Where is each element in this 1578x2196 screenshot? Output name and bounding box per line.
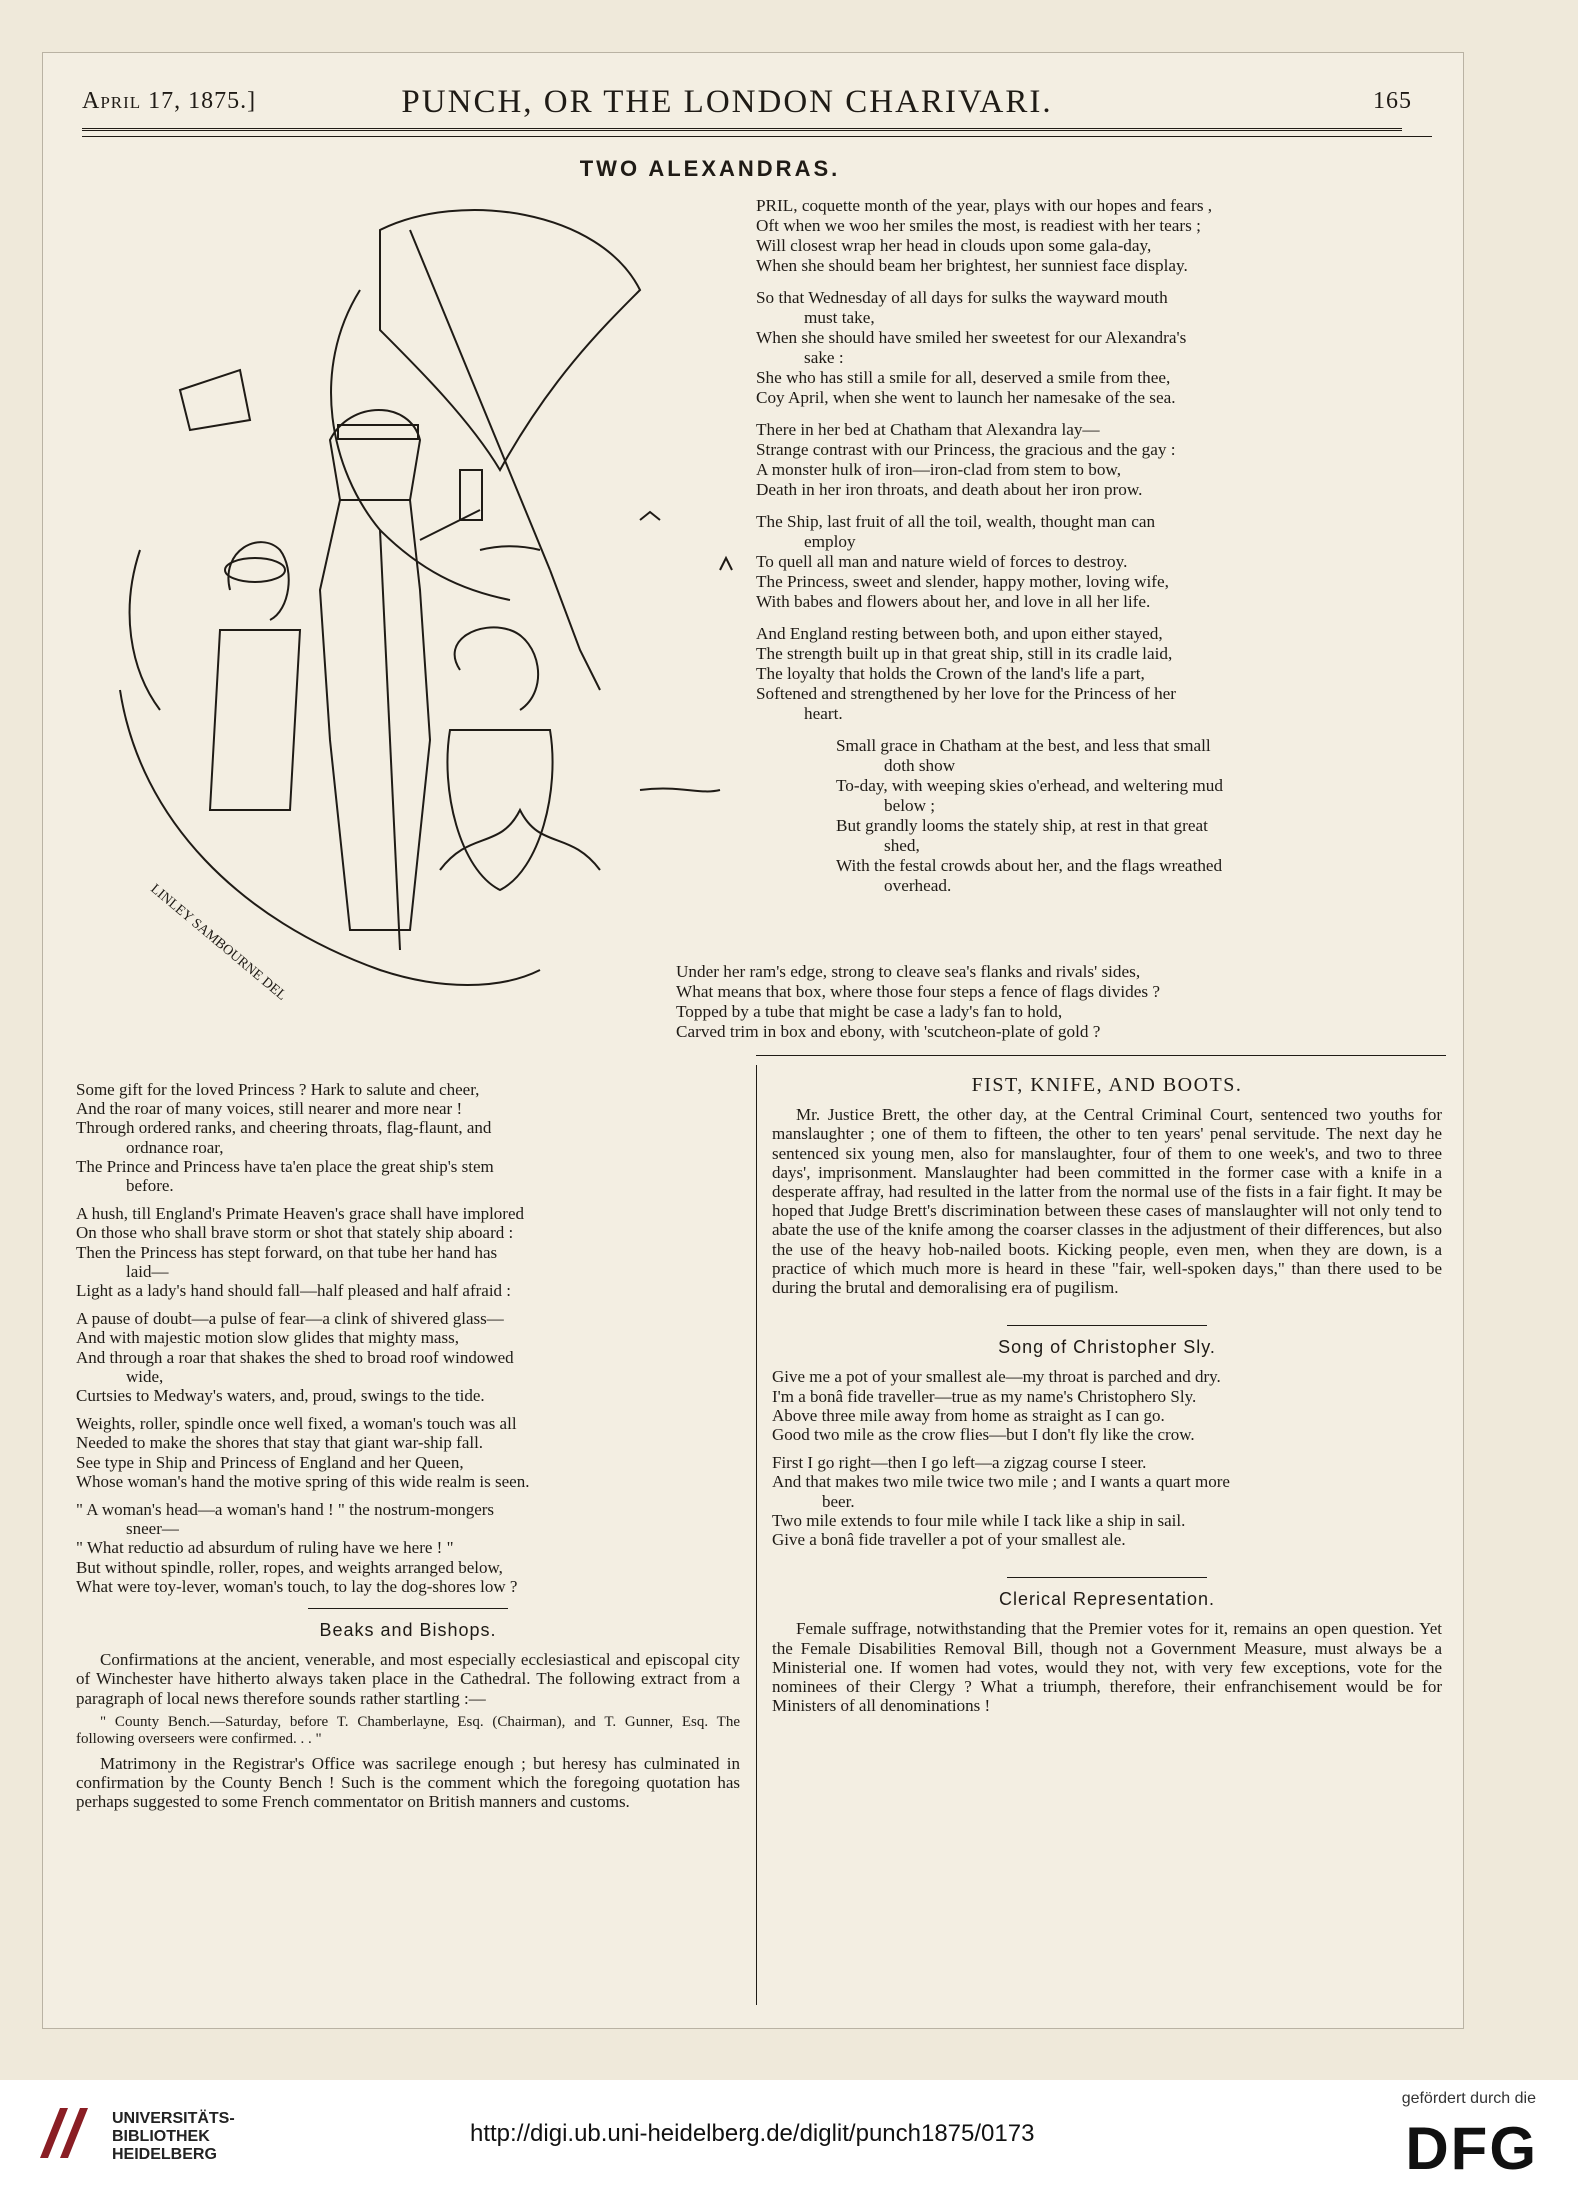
verse-line: So that Wednesday of all days for sulks the wayward mouth — [756, 288, 1168, 307]
verse-line: When she should have smiled her sweetest for our Alexandra's — [756, 328, 1187, 347]
verse-stanza — [756, 512, 1436, 612]
verse-line: But grandly looms the stately ship, at rest in that great — [836, 816, 1208, 835]
verse-line: To-day, with weeping skies o'erhead, and weltering mud — [836, 776, 1223, 795]
article-title-beaks-and-bishops: Beaks and Bishops. — [319, 1620, 497, 1641]
verse-line: The Princess, sweet and slender, happy mother, loving wife, — [756, 572, 1169, 591]
two-alexandras-verse-right — [756, 196, 1436, 908]
verse-stanza — [76, 1414, 740, 1491]
header-rule-thin — [82, 136, 1432, 137]
beaks-paragraph-2: Matrimony in the Registrar's Office was sacrilege enough ; but heresy has culminated in confirmation by the County Bench ! Such is the comment which the foregoing quotation has perhaps suggested to some French commentator on British manners and customs. — [76, 1753, 740, 1812]
song-line: I'm a bonâ fide traveller—true as my name's Christophero Sly. — [772, 1386, 1197, 1406]
verse-line: The Ship, last fruit of all the toil, wealth, thought man can — [756, 512, 1156, 531]
song-line: Give me a pot of your smallest ale—my throat is parched and dry. — [772, 1367, 1221, 1387]
illustration-signature: LINLEY SAMBOURNE DEL — [147, 881, 289, 1004]
verse-line: The strength built up in that great ship, still in its cradle laid, — [756, 644, 1173, 663]
library-name-line: UNIVERSITÄTS- — [112, 2110, 235, 2127]
page-number: 165 — [1373, 88, 1412, 114]
right-column — [772, 1068, 1442, 1715]
verse-line: overhead. — [884, 876, 952, 895]
verse-stanza — [756, 624, 1436, 724]
verse-line: Whose woman's hand the motive spring of this wide realm is seen. — [76, 1471, 530, 1491]
verse-line: Light as a lady's hand should fall—half pleased and half afraid : — [76, 1281, 512, 1301]
verse-line: employ — [804, 532, 856, 551]
section-rule — [756, 1055, 1446, 1056]
song-line: First I go right—then I go left—a zigzag course I steer. — [772, 1453, 1147, 1473]
verse-line: Oft when we woo her smiles the most, is readiest with her tears ; — [756, 216, 1201, 235]
section-divider — [308, 1608, 508, 1609]
verse-stanza — [756, 736, 1436, 896]
song-stanza — [772, 1453, 1442, 1549]
verse-line: Will closest wrap her head in clouds upon some gala-day, — [756, 236, 1152, 255]
issue-date: April 17, 1875.] — [82, 88, 257, 114]
song-line: And that makes two mile twice two mile ; and I wants a quart more — [772, 1472, 1230, 1492]
verse-line: But without spindle, roller, ropes, and weights arranged below, — [76, 1557, 503, 1577]
verse-line: heart. — [804, 704, 843, 723]
column-rule — [756, 1065, 757, 2005]
verse-line: With babes and flowers about her, and love in all her life. — [756, 592, 1151, 611]
clerical-paragraph: Female suffrage, notwithstanding that the Premier votes for it, remains an open question. Yet the Female Disabilities Removal Bill, though not a Government Measure, must always be a Ministerial one. If women had votes, would they not, with very few exceptions, vote for the nominees of their Clergy ? What a triumph, therefore, their enfranchisement would be for Ministers of all denominations ! — [772, 1619, 1442, 1716]
digitization-footer — [0, 2080, 1578, 2196]
verse-line: Death in her iron throats, and death about her iron prow. — [756, 480, 1143, 499]
verse-line: Through ordered ranks, and cheering throats, flag-flaunt, and — [76, 1118, 492, 1138]
verse-line: ordnance roar, — [126, 1137, 224, 1157]
song-line: beer. — [822, 1491, 855, 1511]
section-divider — [1007, 1577, 1207, 1578]
masthead-title: PUNCH, OR THE LONDON CHARIVARI. — [401, 84, 1053, 120]
song-line: Give a bonâ fide traveller a pot of your smallest ale. — [772, 1530, 1126, 1550]
verse-line: before. — [126, 1176, 174, 1196]
verse-line: When she should beam her brightest, her sunniest face display. — [756, 256, 1188, 275]
verse-stanza — [76, 1080, 740, 1195]
article-title-two-alexandras: TWO ALEXANDRAS. — [579, 156, 841, 181]
verse-line: sneer— — [126, 1519, 179, 1539]
funding-note: gefördert durch die — [1401, 2090, 1536, 2107]
verse-stanza — [676, 962, 1436, 1042]
library-name — [112, 2110, 235, 2164]
article-title-song-of-christopher-sly: Song of Christopher Sly. — [998, 1337, 1216, 1358]
dfg-logo: DFG — [1405, 2115, 1538, 2182]
verse-line: wide, — [126, 1366, 164, 1386]
library-name-line: BIBLIOTHEK — [112, 2128, 210, 2145]
verse-line: What means that box, where those four steps a fence of flags divides ? — [676, 982, 1160, 1001]
verse-line: She who has still a smile for all, deserved a smile from thee, — [756, 368, 1171, 387]
verse-line: And the roar of many voices, still nearer and more near ! — [76, 1099, 463, 1119]
verse-stanza — [76, 1309, 740, 1405]
verse-line: must take, — [804, 308, 875, 327]
library-name-line: HEIDELBERG — [112, 2146, 217, 2163]
verse-stanza — [756, 420, 1436, 500]
verse-line: See type in Ship and Princess of England and her Queen, — [76, 1452, 464, 1472]
verse-line: Needed to make the shores that stay that giant war-ship fall. — [76, 1433, 484, 1453]
left-column — [76, 1080, 740, 1812]
verse-line: Weights, roller, spindle once well fixed, a woman's touch was all — [76, 1414, 517, 1434]
two-alexandras-verse-center — [676, 962, 1436, 1054]
beaks-paragraph: Confirmations at the ancient, venerable, and most especially ecclesiastical and episcopal city of Winchester have hitherto always taken place in the Cathedral. The following extract from a paragraph of local news therefore sounds rather startling :— — [76, 1650, 740, 1708]
song-line: Good two mile as the crow flies—but I don't fly like the crow. — [772, 1425, 1195, 1445]
verse-line: " A woman's head—a woman's hand ! " the nostrum-mongers — [76, 1500, 495, 1520]
verse-line: On those who shall brave storm or shot that stately ship aboard : — [76, 1223, 514, 1243]
verse-line: Curtsies to Medway's waters, and, proud, swings to the tide. — [76, 1386, 485, 1406]
permalink-url[interactable]: http://digi.ub.uni-heidelberg.de/diglit/punch1875/0173 — [470, 2120, 1035, 2147]
verse-line: And through a roar that shakes the shed to broad roof windowed — [76, 1347, 514, 1367]
verse-line: " What reductio ad absurdum of ruling have we here ! " — [76, 1538, 454, 1558]
verse-line: Under her ram's edge, strong to cleave sea's flanks and rivals' sides, — [676, 962, 1141, 981]
song-stanza — [772, 1367, 1442, 1444]
section-divider — [1007, 1325, 1207, 1326]
verse-line: A monster hulk of iron—iron-clad from stem to bow, — [756, 460, 1122, 479]
verse-line: Topped by a tube that might be case a lady's fan to hold, — [676, 1002, 1063, 1021]
beaks-quote: " County Bench.—Saturday, before T. Chamberlayne, Esq. (Chairman), and T. Gunner, Esq. The following overseers were confirmed. . . " — [76, 1713, 740, 1747]
verse-line: Carved trim in box and ebony, with 'scutcheon-plate of gold ? — [676, 1022, 1101, 1041]
verse-line: laid— — [126, 1261, 169, 1281]
verse-line: To quell all man and nature wield of forces to destroy. — [756, 552, 1128, 571]
verse-stanza — [76, 1204, 740, 1300]
verse-line: A pause of doubt—a pulse of fear—a clink of shivered glass— — [76, 1309, 504, 1329]
university-seal-icon — [30, 2098, 100, 2168]
verse-line: The Prince and Princess have ta'en place the great ship's stem — [76, 1156, 494, 1176]
cartoon-illustration — [80, 170, 760, 1070]
verse-line: Small grace in Chatham at the best, and less that small — [836, 736, 1211, 755]
verse-line: And with majestic motion slow glides that mighty mass, — [76, 1328, 459, 1348]
verse-line: doth show — [884, 756, 956, 775]
verse-line: The loyalty that holds the Crown of the land's life a part, — [756, 664, 1145, 683]
song-line: Above three mile away from home as straight as I can go. — [772, 1405, 1165, 1425]
verse-line: PRIL, coquette month of the year, plays with our hopes and fears , — [756, 196, 1213, 215]
verse-line: There in her bed at Chatham that Alexandra lay— — [756, 420, 1100, 439]
verse-line: A hush, till England's Primate Heaven's grace shall have implored — [76, 1204, 525, 1224]
verse-line: Softened and strengthened by her love for the Princess of her — [756, 684, 1177, 703]
verse-stanza — [756, 196, 1436, 276]
song-line: Two mile extends to four mile while I tack like a ship in sail. — [772, 1510, 1186, 1530]
verse-line: sake : — [804, 348, 844, 367]
verse-line: Some gift for the loved Princess ? Hark to salute and cheer, — [76, 1080, 480, 1099]
verse-line: And England resting between both, and upon either stayed, — [756, 624, 1163, 643]
verse-stanza — [76, 1500, 740, 1596]
verse-line: Coy April, when she went to launch her namesake of the sea. — [756, 388, 1176, 407]
verse-line: With the festal crowds about her, and the flags wreathed — [836, 856, 1223, 875]
verse-line: What were toy-lever, woman's touch, to lay the dog-shores low ? — [76, 1576, 518, 1596]
article-title-fist-knife-boots: FIST, KNIFE, AND BOOTS. — [971, 1074, 1243, 1096]
verse-stanza — [756, 288, 1436, 408]
verse-line: Then the Princess has stept forward, on that tube her hand has — [76, 1242, 498, 1262]
verse-line: Strange contrast with our Princess, the gracious and the gay : — [756, 440, 1176, 459]
header-rule — [82, 128, 1402, 131]
article-title-clerical-representation: Clerical Representation. — [998, 1589, 1216, 1610]
verse-line: below ; — [884, 796, 936, 815]
verse-line: shed, — [884, 836, 920, 855]
fist-paragraph: Mr. Justice Brett, the other day, at the Central Criminal Court, sentenced two youths for manslaughter ; one of them to fifteen, the other to ten years' penal servitude. The next day he sentenced six young men, also for manslaughter, four of them to one week's, and two to three days', imprisonment. Manslaughter had been committed in the former case with a knife in a desperate affray, had resulted in the latter from the normal use of the fists in a fair fight. It may be hoped that Judge Brett's discrimination between these cases of manslaughter will not only tend to abate the use of the knife among the coarser classes in the adjustment of their differences, but also the use of the heavy hob-nailed boots. Kicking people, even men, when they are down, is a practice of which much more is heard in these "fair, well-spoken days," than there used to be during the brutal and demoralising era of pugilism. — [772, 1105, 1442, 1298]
page-header — [42, 84, 1412, 132]
